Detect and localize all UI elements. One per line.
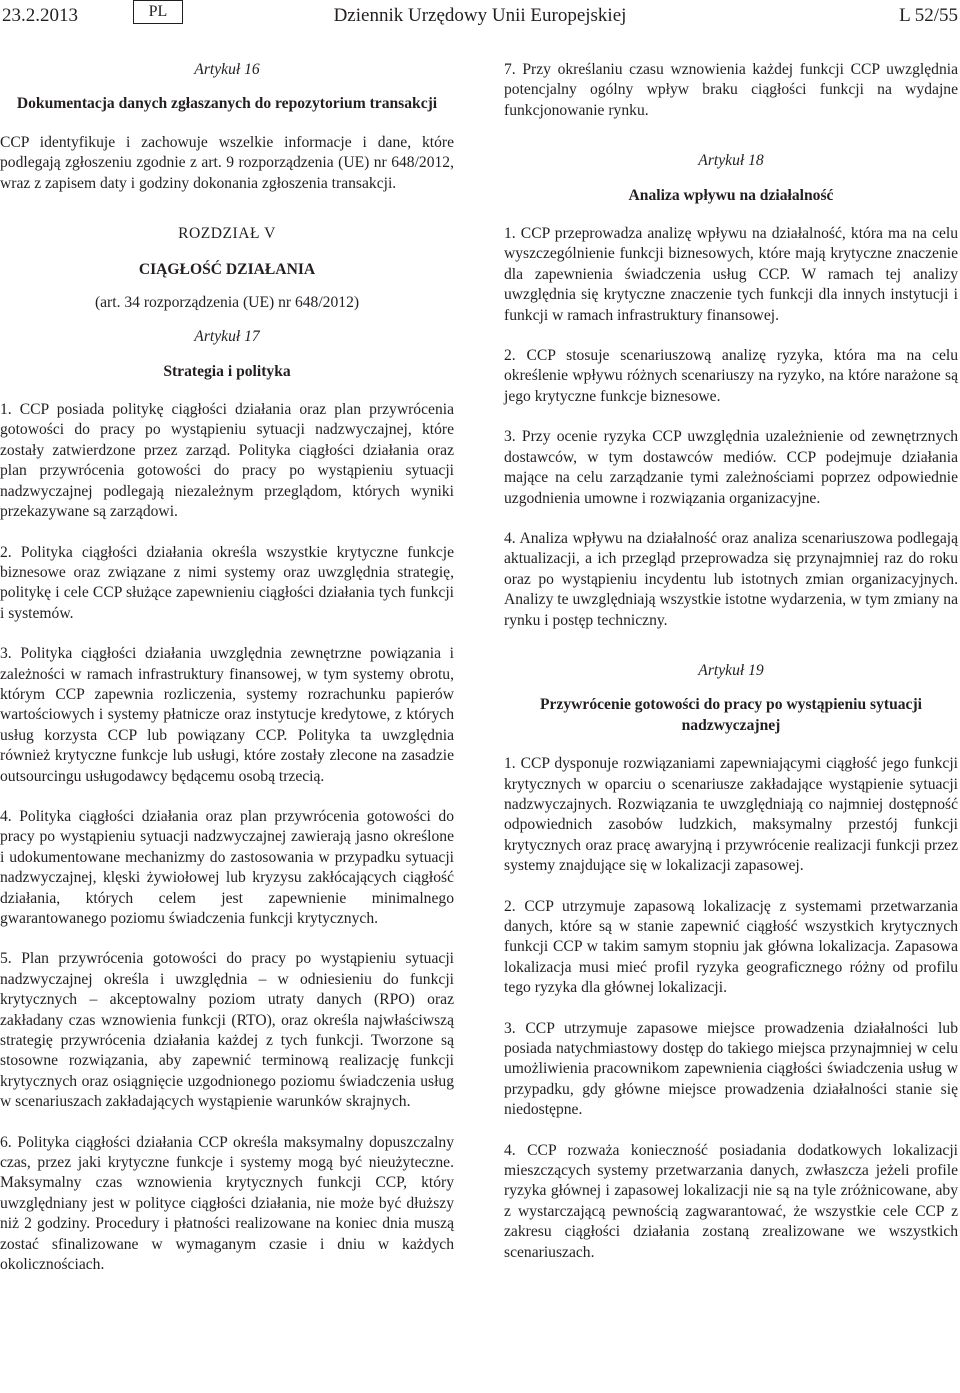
article-17-paragraph-1: 1. CCP posiada politykę ciągłości działania oraz plan przywrócenia gotowości do pracy po wystąpieniu sytuacji nadzwyczajnej, które zostały zatwierdzone przez zarząd. Polityka ciągłości działania oraz plan przywrócenia gotowości do pracy po wystąpieniu sytuacji nadzwyczajnej podlegają niezależnym przeglądom, których wyniki przekazywane są zarządowi.: [0, 401, 454, 521]
header-language-box: PL: [133, 0, 183, 24]
chapter-reference: (art. 34 rozporządzenia (UE) nr 648/2012): [94, 293, 360, 311]
article-17-paragraph-7: 7. Przy określaniu czasu wznowienia każdej funkcji CCP uwzględnia potencjalny ogólny wpływ braku ciągłości funkcji na wydajne funkcjonowanie rynku.: [504, 61, 958, 119]
article-19-paragraph-3: 3. CCP utrzymuje zapasowe miejsce prowadzenia działalności lub posiada natychmiastowy dostęp do takiego miejsca przynajmniej w celu umożliwienia pracownikom zapewnienia ciągłości świadczenia usług w przypadku, gdy główne miejsce prowadzenia działalności stanie się niedostępne.: [504, 1019, 958, 1119]
article-19-paragraph-2: 2. CCP utrzymuje zapasową lokalizację z systemami przetwarzania danych, które są w stanie zapewnić ciągłość wszystkich krytycznych funkcji CCP w takim samym stopniu jak główna lokalizacja. Zapasowa lokalizacja musi mieć profil ryzyka geograficznego różny od profilu tego ryzyka dla głównej lokalizacji.: [504, 897, 958, 997]
article-16-paragraph: CCP identyfikuje i zachowuje wszelkie informacje i dane, które podlegają zgłoszeniu zgodnie z art. 9 rozporządzenia (UE) nr 648/2012, wraz z zapisem daty i godziny dokonania zgłoszenia transakcji.: [0, 133, 454, 192]
article-17-paragraph-3: 3. Polityka ciągłości działania uwzględnia zewnętrzne powiązania i zależności w ramach infrastruktury finansowej, w tym systemy obrotu, którym CCP zapewnia rozliczenia, systemy rozrachunku papierów wartościowych i systemy płatnicze oraz instytucje kredytowe, z których usług korzysta CCP lub powiązany CCP. Polityka ta uwzględnia również krytyczne funkcje lub usługi, które zostały zlecone na zasadzie outsourcingu usługodawcy będącemu osobą trzecią.: [0, 645, 454, 785]
header-date: 23.2.2013: [2, 5, 78, 26]
page-header: [0, 0, 960, 30]
article-17-paragraph-2: 2. Polityka ciągłości działania określa wszystkie krytyczne funkcje biznesowe oraz związane z nimi systemy oraz uwzględnia strategię, politykę i cele CCP służące zapewnieniu ciągłości działania tych funkcji i systemów.: [0, 543, 454, 622]
article-19-paragraph-1: 1. CCP dysponuje rozwiązaniami zapewniającymi ciągłość jego funkcji krytycznych w oparciu o scenariusze zakładające wystąpienie sytuacji nadzwyczajnych. Rozwiązania te uwzględniają co najmniej dostępność odpowiednich zasobów ludzkich, maksymalny przestój funkcji krytycznych oraz pracę awaryjną i przywrócenie realizacji funkcji przez systemy znajdujące się w lokalizacji zapasowej.: [504, 755, 958, 875]
article-18-number: Artykuł 18: [698, 152, 764, 170]
article-17-paragraph-6: 6. Polityka ciągłości działania CCP określa maksymalny dopuszczalny czas, przez jaki krytyczne funkcje i systemy mogą być nieużyteczne. Maksymalny czas wznowienia krytycznych funkcji CCP, który uwzględniany jest w polityce ciągłości działania, nie może być dłuższy niż 2 godziny. Procedury i płatności realizowane na koniec dnia muszą zostać sfinalizowane w wymaganym czasie i dniu w każdych okolicznościach.: [0, 1133, 454, 1274]
article-19-title: Przywrócenie gotowości do pracy po wystąpieniu sytuacji nadzwyczajnej: [539, 696, 922, 734]
article-18-paragraph-1: 1. CCP przeprowadza analizę wpływu na działalność, która ma na celu wyszczególnienie funkcji biznesowych, które mają krytyczne znaczenie dla zapewnienia świadczenia usług CCP. W ramach tej analizy uwzględnia się krytyczne znaczenie tych funkcji dla innych instytucji i funkcji w ramach infrastruktury finansowej.: [504, 225, 958, 324]
article-18-paragraph-4: 4. Analiza wpływu na działalność oraz analiza scenariuszowa podlegają aktualizacji, a ich przegląd przeprowadza się przynajmniej raz do roku oraz po wystąpieniu incydentu lub istotnych zmian organizacyjnych. Analizy te uwzględniają wszystkie istotne wydarzenia, w tym zmiany na rynku i postęp techniczny.: [504, 529, 958, 629]
article-19-number: Artykuł 19: [698, 661, 764, 679]
chapter-number: ROZDZIAŁ V: [178, 225, 276, 243]
article-18-paragraph-3: 3. Przy ocenie ryzyka CCP uwzględnia uzależnienie od zewnętrznych dostawców, w tym dostawców mediów. CCP podejmuje działania mające na celu zarządzanie tymi zależnościami poprzez odpowiednie uzgodnienia umowne i rozwiązania organizacyjne.: [504, 428, 958, 507]
article-19-paragraph-4: 4. CCP rozważa konieczność posiadania dodatkowych lokalizacji mieszczących systemy przetwarzania danych, zwłaszcza jeżeli profile ryzyka głównej i zapasowej lokalizacji nie są na tyle zróżnicowane, aby z wystarczającą pewnością zagwarantować, że wszystkie cele CCP z zakresu ciągłości działania zostaną zrealizowane we wszystkich scenariuszach.: [504, 1141, 958, 1261]
article-17-title: Strategia i polityka: [163, 362, 291, 380]
article-18-paragraph-2: 2. CCP stosuje scenariuszową analizę ryzyka, która ma na celu określenie wpływu różnych scenariuszy na ryzyko, na które narażone są jego krytyczne funkcje biznesowe.: [504, 347, 958, 405]
header-journal-title: Dziennik Urzędowy Unii Europejskiej: [333, 5, 627, 26]
article-17-paragraph-5: 5. Plan przywrócenia gotowości do pracy po wystąpieniu sytuacji nadzwyczajnej określa i uwzględnia – w odniesieniu do funkcji krytycznych – akceptowalny poziom utraty danych (RPO) oraz zakładany czas wznowienia funkcji (RTO), oraz określa najwłaściwszą strategię przywrócenia działania każdej z tych funkcji. Tworzone są stosowne rozwiązania, aby zapewnić terminową realizację funkcji krytycznych oraz osiągnięcie uzgodnionego poziomu świadczenia usług w scenariuszach zakładających wystąpienie warunków skrajnych.: [0, 950, 454, 1111]
article-18-title: Analiza wpływu na działalność: [628, 186, 834, 204]
article-16-number: Artykuł 16: [194, 61, 260, 78]
article-16-title: Dokumentacja danych zgłaszanych do repozytorium transakcji: [16, 95, 438, 113]
chapter-title: CIĄGŁOŚĆ DZIAŁANIA: [138, 261, 316, 279]
article-17-paragraph-4: 4. Polityka ciągłości działania oraz plan przywrócenia gotowości do pracy po wystąpieniu sytuacji nadzwyczajnej zawierają jasno określone i udokumentowane mechanizmy do zastosowania w przypadku sytuacji nadzwyczajnej, klęski żywiołowej lub kryzysu zakłócających ciągłość działania, których celem jest zapewnienie minimalnego gwarantowanego poziomu świadczenia funkcji krytycznych.: [0, 807, 454, 927]
left-column: [0, 60, 454, 1296]
right-column: [504, 60, 958, 1283]
article-17-number: Artykuł 17: [194, 328, 260, 346]
header-page-number: L 52/55: [899, 5, 958, 26]
